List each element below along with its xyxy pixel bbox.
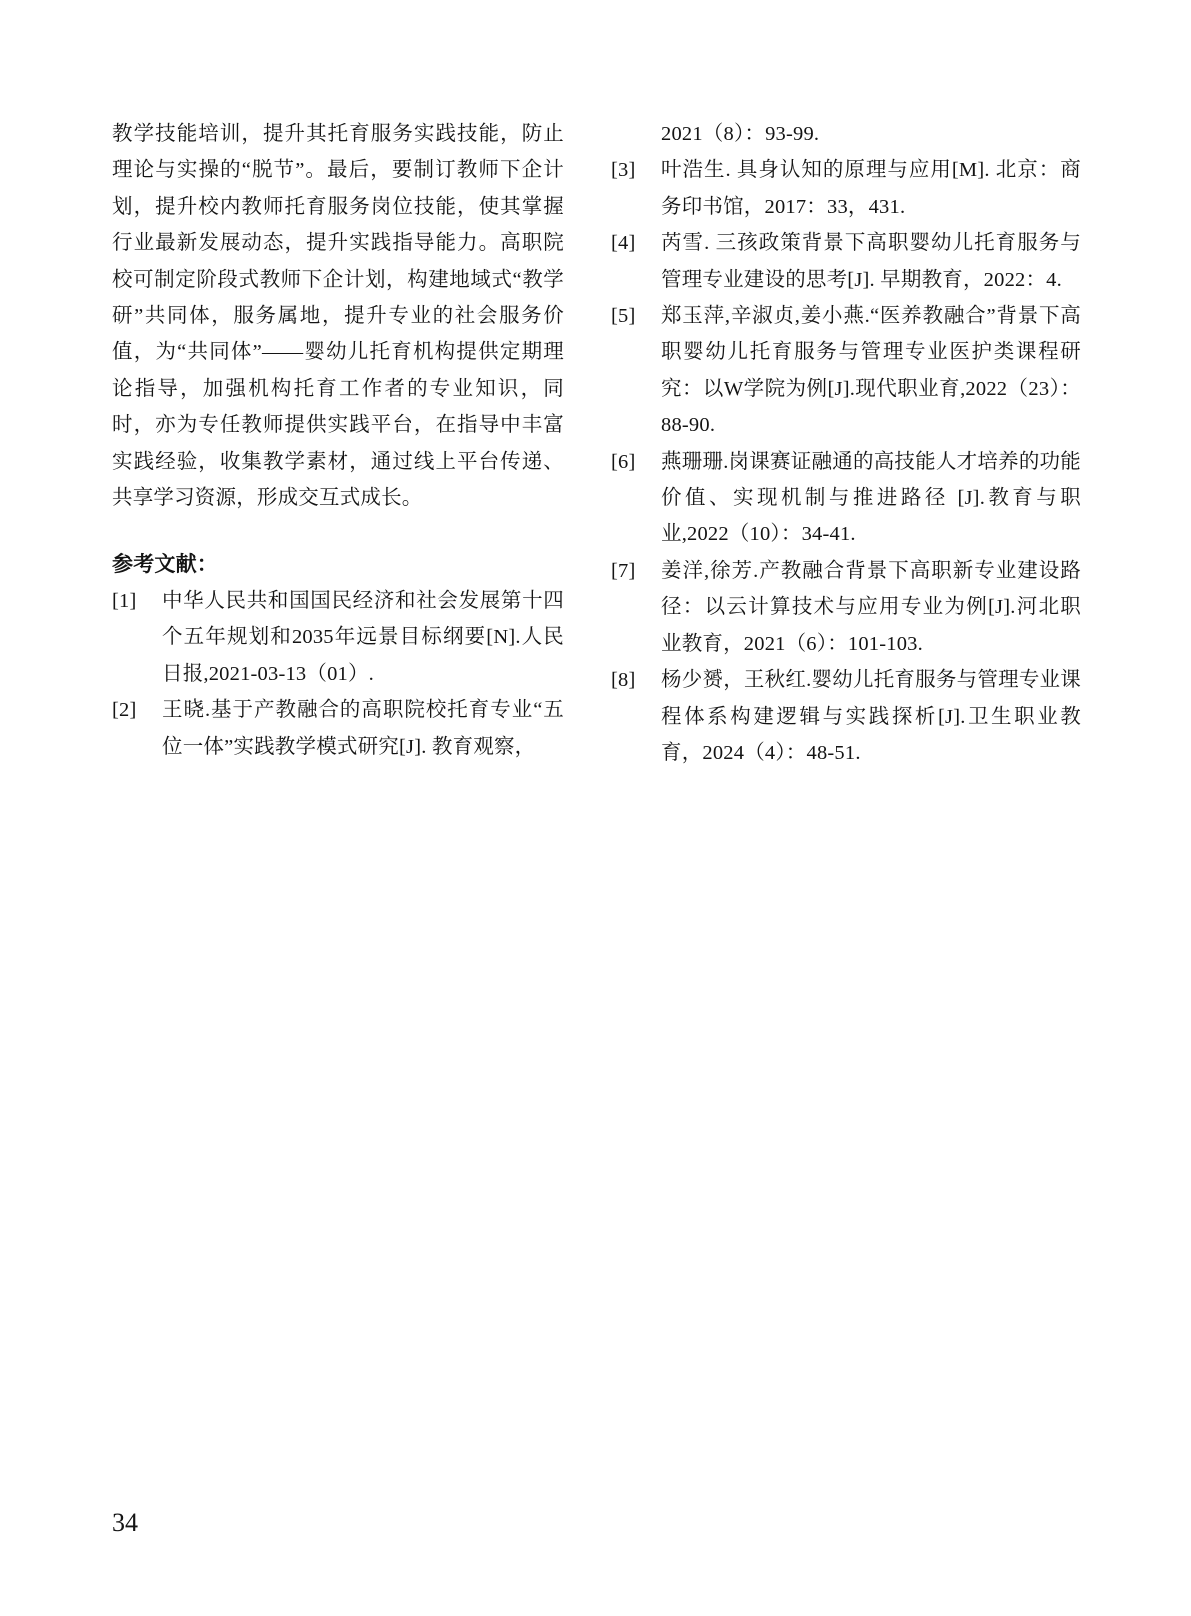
reference-label: [3]	[611, 159, 636, 182]
reference-2-continuation: 2021（8）：93-99.	[661, 123, 820, 145]
reference-label: [1]	[112, 589, 137, 612]
reference-item-4	[611, 225, 1081, 298]
reference-label: [8]	[611, 669, 636, 692]
reference-label: [7]	[611, 559, 636, 582]
body-paragraph: 教学技能培训，提升其托育服务实践技能，防止理论与实操的“脱节”。最后，要制订教师下企计划，提升校内教师托育服务岗位技能，使其掌握行业最新发展动态，提升实践指导能力。高职院校可制定阶段式教师下企计划，构建地域式“教学研”共同体，服务属地，提升专业的社会服务价值，为“共同体”——婴幼儿托育机构提供定期理论指导，加强机构托育工作者的专业知识，同时，亦为专任教师提供实践平台，在指导中丰富实践经验，收集教学素材，通过线上平台传递、共享学习资源，形成交互式成长。	[112, 123, 564, 510]
reference-item-6	[611, 444, 1081, 553]
reference-text: 郑玉萍,辛淑贞,姜小燕.“医养教融合”背景下高职婴幼儿托育服务与管理专业医护类课程研究：以W学院为例[J].现代职业育,2022（23）：88-90.	[661, 305, 1081, 437]
reference-item-8	[611, 662, 1081, 771]
reference-text: 燕珊珊.岗课赛证融通的高技能人才培养的功能价值、实现机制与推进路径 [J].教育与职业,2022（10）：34-41.	[661, 450, 1081, 546]
left-column	[112, 116, 564, 765]
reference-item-3	[611, 152, 1081, 225]
reference-text: 芮雪. 三孩政策背景下高职婴幼儿托育服务与管理专业建设的思考[J]. 早期教育，2022：4.	[661, 232, 1081, 291]
reference-text: 姜洋,徐芳.产教融合背景下高职新专业建设路径：以云计算技术与应用专业为例[J].河北职业教育，2021（6）：101-103.	[661, 559, 1081, 655]
reference-item-5	[611, 298, 1081, 444]
reference-text: 叶浩生. 具身认知的原理与应用[M]. 北京：商务印书馆，2017：33，431.	[661, 159, 1081, 218]
reference-text: 王晓.基于产教融合的高职院校托育专业“五位一体”实践教学模式研究[J]. 教育观察，	[162, 699, 564, 758]
page-number: 34	[112, 1508, 138, 1537]
references-heading: 参考文献：	[112, 552, 218, 577]
reference-label: [4]	[611, 232, 636, 255]
reference-label: [6]	[611, 450, 636, 473]
reference-item-7	[611, 553, 1081, 662]
reference-item-1	[112, 583, 564, 692]
reference-label: [2]	[112, 699, 137, 722]
reference-item-2	[112, 692, 564, 765]
right-column	[611, 116, 1081, 771]
reference-text: 杨少赟，王秋红.婴幼儿托育服务与管理专业课程体系构建逻辑与实践探析[J].卫生职业教育，2024（4）：48-51.	[661, 669, 1081, 764]
reference-label: [5]	[611, 305, 636, 328]
reference-text: 中华人民共和国国民经济和社会发展第十四个五年规划和2035年远景目标纲要[N].人民日报,2021-03-13（01）.	[162, 589, 564, 685]
